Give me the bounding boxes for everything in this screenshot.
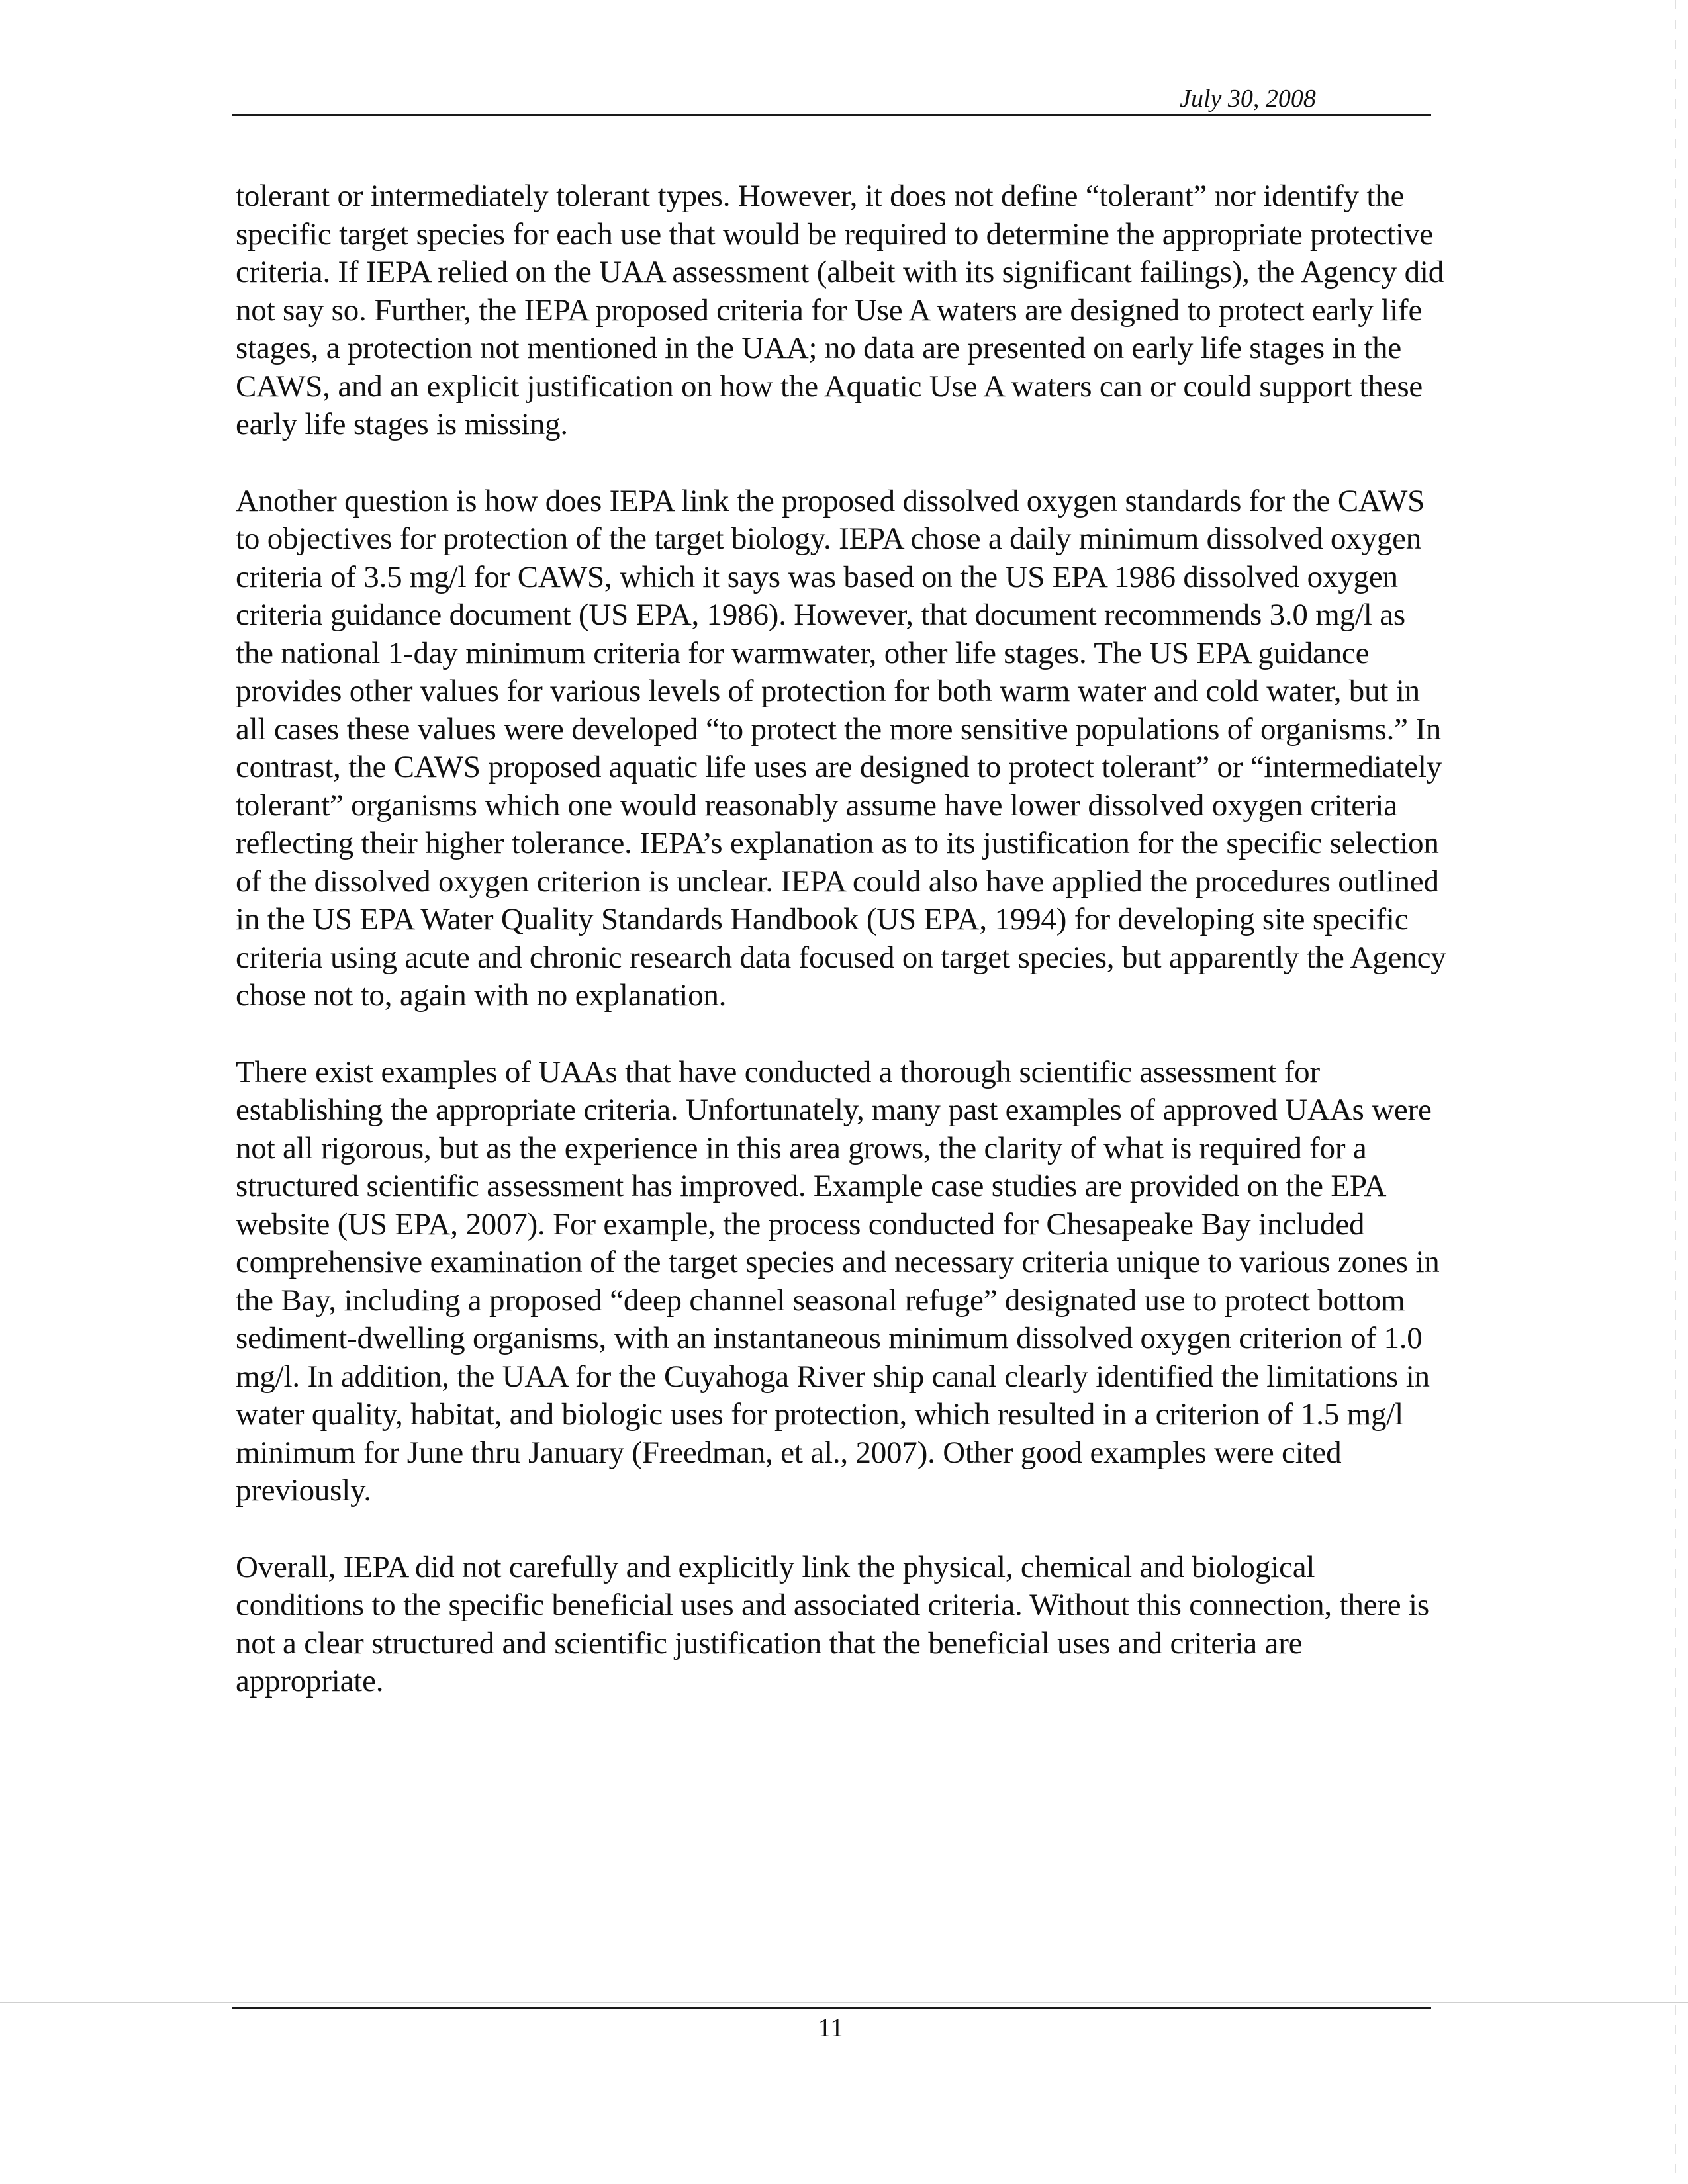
body-text xyxy=(236,177,1447,1739)
scan-edge-artifact xyxy=(1675,0,1676,2184)
paragraph-3: There exist examples of UAAs that have conducted a thorough scientific assessment for establishing the appropriate criteria. Unfortunately, many past examples of approved UAAs were not all rigorous, but as the experience in this area grows, the clarity of what is required for a structured scientific assessment has improved. Example case studies are provided on the EPA website (US EPA, 2007). For example, the process conducted for Chesapeake Bay included comprehensive examination of the target species and necessary criteria unique to various zones in the Bay, including a proposed “deep channel seasonal refuge” designated use to protect bottom sediment-dwelling organisms, with an instantaneous minimum dissolved oxygen criterion of 1.0 mg/l. In addition, the UAA for the Cuyahoga River ship canal clearly identified the limitations in water quality, habitat, and biologic uses for protection, which resulted in a criterion of 1.5 mg/l minimum for June thru January (Freedman, et al., 2007). Other good examples were cited previously. xyxy=(236,1054,1440,1508)
paragraph-2: Another question is how does IEPA link the proposed dissolved oxygen standards for the CAWS to objectives for protection of the target biology. IEPA chose a daily minimum dissolved oxygen criteria of 3.5 mg/l for CAWS, which it says was based on the US EPA 1986 dissolved oxygen criteria guidance document (US EPA, 1986). However, that document recommends 3.0 mg/l as the national 1-day minimum criteria for warmwater, other life stages. The US EPA guidance provides other values for various levels of protection for both warm water and cold water, but in all cases these values were developed “to protect the more sensitive populations of organisms.” In contrast, the CAWS proposed aquatic life uses are designed to protect tolerant” or “intermediately tolerant” organisms which one would reasonably assume have lower dissolved oxygen criteria reflecting their higher tolerance. IEPA’s explanation as to its justification for the specific selection of the dissolved oxygen criterion is unclear. IEPA could also have applied the procedures outlined in the US EPA Water Quality Standards Handbook (US EPA, 1994) for developing site specific criteria using acute and chronic research data focused on target species, but apparently the Agency chose not to, again with no explanation. xyxy=(236,483,1446,1013)
paragraph-1: tolerant or intermediately tolerant types. However, it does not define “tolerant” nor identify the specific target species for each use that would be required to determine the appropriate protective criteria. If IEPA relied on the UAA assessment (albeit with its significant failings), the Agency did not say so. Further, the IEPA proposed criteria for Use A waters are designed to protect early life stages, a protection not mentioned in the UAA; no data are presented on early life stages in the CAWS, and an explicit justification on how the Aquatic Use A waters can or could support these early life stages is missing. xyxy=(236,179,1444,441)
footer-faint-rule xyxy=(0,2002,1688,2003)
paragraph-4: Overall, IEPA did not carefully and explicitly link the physical, chemical and biological conditions to the specific beneficial uses and associated criteria. Without this connection, there is not a clear structured and scientific justification that the beneficial uses and criteria are appropriate. xyxy=(236,1549,1429,1698)
page-number: 11 xyxy=(818,2013,844,2042)
header-rule xyxy=(232,114,1431,116)
footer-rule xyxy=(232,2007,1431,2009)
header-date: July 30, 2008 xyxy=(1180,85,1316,113)
